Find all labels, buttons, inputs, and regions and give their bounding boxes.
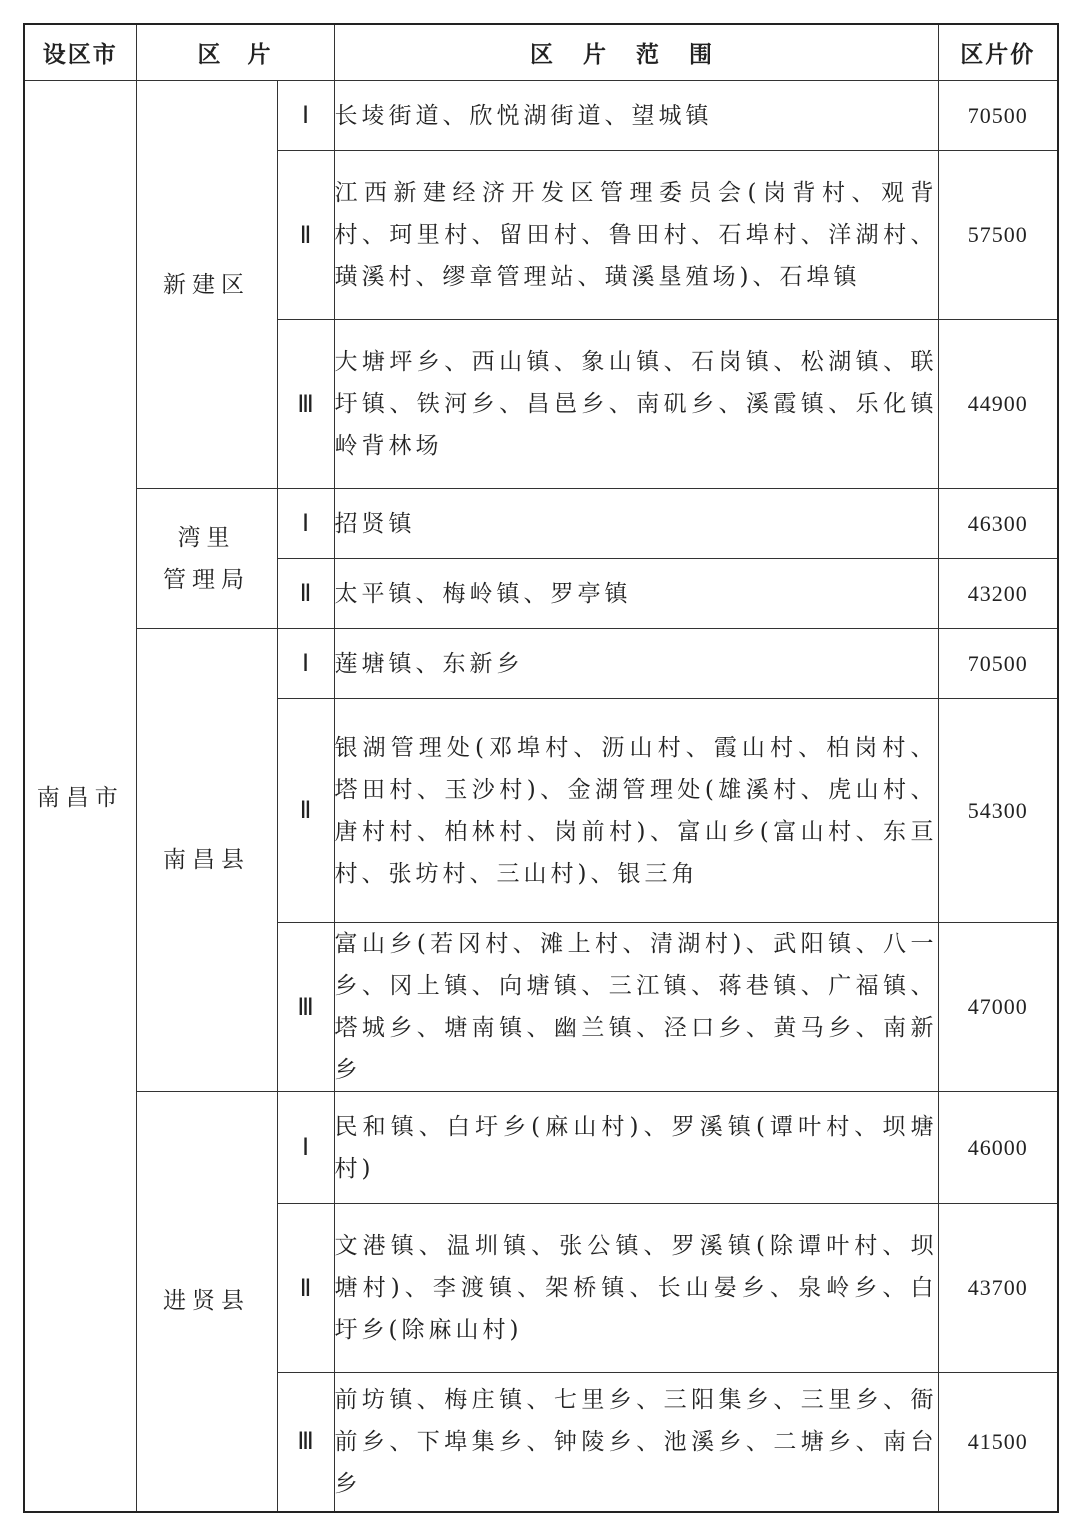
header-zone: 区 片 xyxy=(136,24,334,81)
table-row xyxy=(24,629,1058,699)
grade-cell: Ⅱ xyxy=(277,1204,334,1373)
header-row xyxy=(24,24,1058,81)
grade-cell: Ⅱ xyxy=(277,699,334,923)
scope-cell: 银湖管理处(邓埠村、沥山村、霞山村、柏岗村、塔田村、玉沙村)、金湖管理处(雄溪村、虎山村、唐村村、柏林村、岗前村)、富山乡(富山村、东亘村、张坊村、三山村)、银三角 xyxy=(334,699,938,923)
land-price-table xyxy=(23,23,1059,1513)
grade-cell: Ⅰ xyxy=(277,81,334,151)
district-name-line1: 湾里 xyxy=(177,524,236,551)
price-cell: 70500 xyxy=(938,629,1058,699)
district-name: 南昌县 xyxy=(163,847,250,873)
grade-cell: Ⅰ xyxy=(277,489,334,559)
district-name: 新建区 xyxy=(163,271,250,298)
price-cell: 43700 xyxy=(938,1204,1058,1373)
header-city: 设区市 xyxy=(24,24,136,81)
scope-cell: 文港镇、温圳镇、张公镇、罗溪镇(除谭叶村、坝塘村)、李渡镇、架桥镇、长山晏乡、泉岭乡、白圩乡(除麻山村) xyxy=(334,1204,938,1373)
grade-cell: Ⅲ xyxy=(277,923,334,1092)
scope-cell: 太平镇、梅岭镇、罗亭镇 xyxy=(334,559,938,629)
scope-cell: 莲塘镇、东新乡 xyxy=(334,629,938,699)
scope-cell: 长堎街道、欣悦湖街道、望城镇 xyxy=(334,81,938,151)
price-cell: 70500 xyxy=(938,81,1058,151)
district-cell xyxy=(136,489,277,629)
price-cell: 57500 xyxy=(938,151,1058,320)
grade-cell: Ⅲ xyxy=(277,1373,334,1512)
table-row xyxy=(24,489,1058,559)
district-cell xyxy=(136,81,277,489)
grade-cell: Ⅰ xyxy=(277,629,334,699)
district-name: 进贤县 xyxy=(163,1288,250,1315)
price-cell: 43200 xyxy=(938,559,1058,629)
scope-cell: 大塘坪乡、西山镇、象山镇、石岗镇、松湖镇、联圩镇、铁河乡、昌邑乡、南矶乡、溪霞镇、乐化镇岭背林场 xyxy=(334,320,938,489)
grade-cell: Ⅱ xyxy=(277,559,334,629)
scope-cell: 民和镇、白圩乡(麻山村)、罗溪镇(谭叶村、坝塘村) xyxy=(334,1092,938,1204)
price-cell: 44900 xyxy=(938,320,1058,489)
grade-cell: Ⅱ xyxy=(277,151,334,320)
scope-cell: 前坊镇、梅庄镇、七里乡、三阳集乡、三里乡、衙前乡、下埠集乡、钟陵乡、池溪乡、二塘乡、南台乡 xyxy=(334,1373,938,1512)
scope-cell: 江西新建经济开发区管理委员会(岗背村、观背村、珂里村、留田村、鲁田村、石埠村、洋湖村、璜溪村、缪章管理站、璜溪垦殖场)、石埠镇 xyxy=(334,151,938,320)
price-cell: 46300 xyxy=(938,489,1058,559)
table-row xyxy=(24,1092,1058,1204)
price-cell: 54300 xyxy=(938,699,1058,923)
header-price: 区片价 xyxy=(938,24,1058,81)
scope-cell: 富山乡(若冈村、滩上村、清湖村)、武阳镇、八一乡、冈上镇、向塘镇、三江镇、蒋巷镇、广福镇、塔城乡、塘南镇、幽兰镇、泾口乡、黄马乡、南新乡 xyxy=(334,923,938,1092)
price-cell: 46000 xyxy=(938,1092,1058,1204)
district-name-line2: 管理局 xyxy=(163,566,250,593)
header-scope: 区片范围 xyxy=(334,24,938,81)
city-cell: 南昌市 xyxy=(24,81,136,1512)
price-cell: 41500 xyxy=(938,1373,1058,1512)
grade-cell: Ⅰ xyxy=(277,1092,334,1204)
district-cell xyxy=(136,629,277,1092)
price-cell: 47000 xyxy=(938,923,1058,1092)
grade-cell: Ⅲ xyxy=(277,320,334,489)
table-row xyxy=(24,81,1058,151)
scope-cell: 招贤镇 xyxy=(334,489,938,559)
district-cell xyxy=(136,1092,277,1512)
